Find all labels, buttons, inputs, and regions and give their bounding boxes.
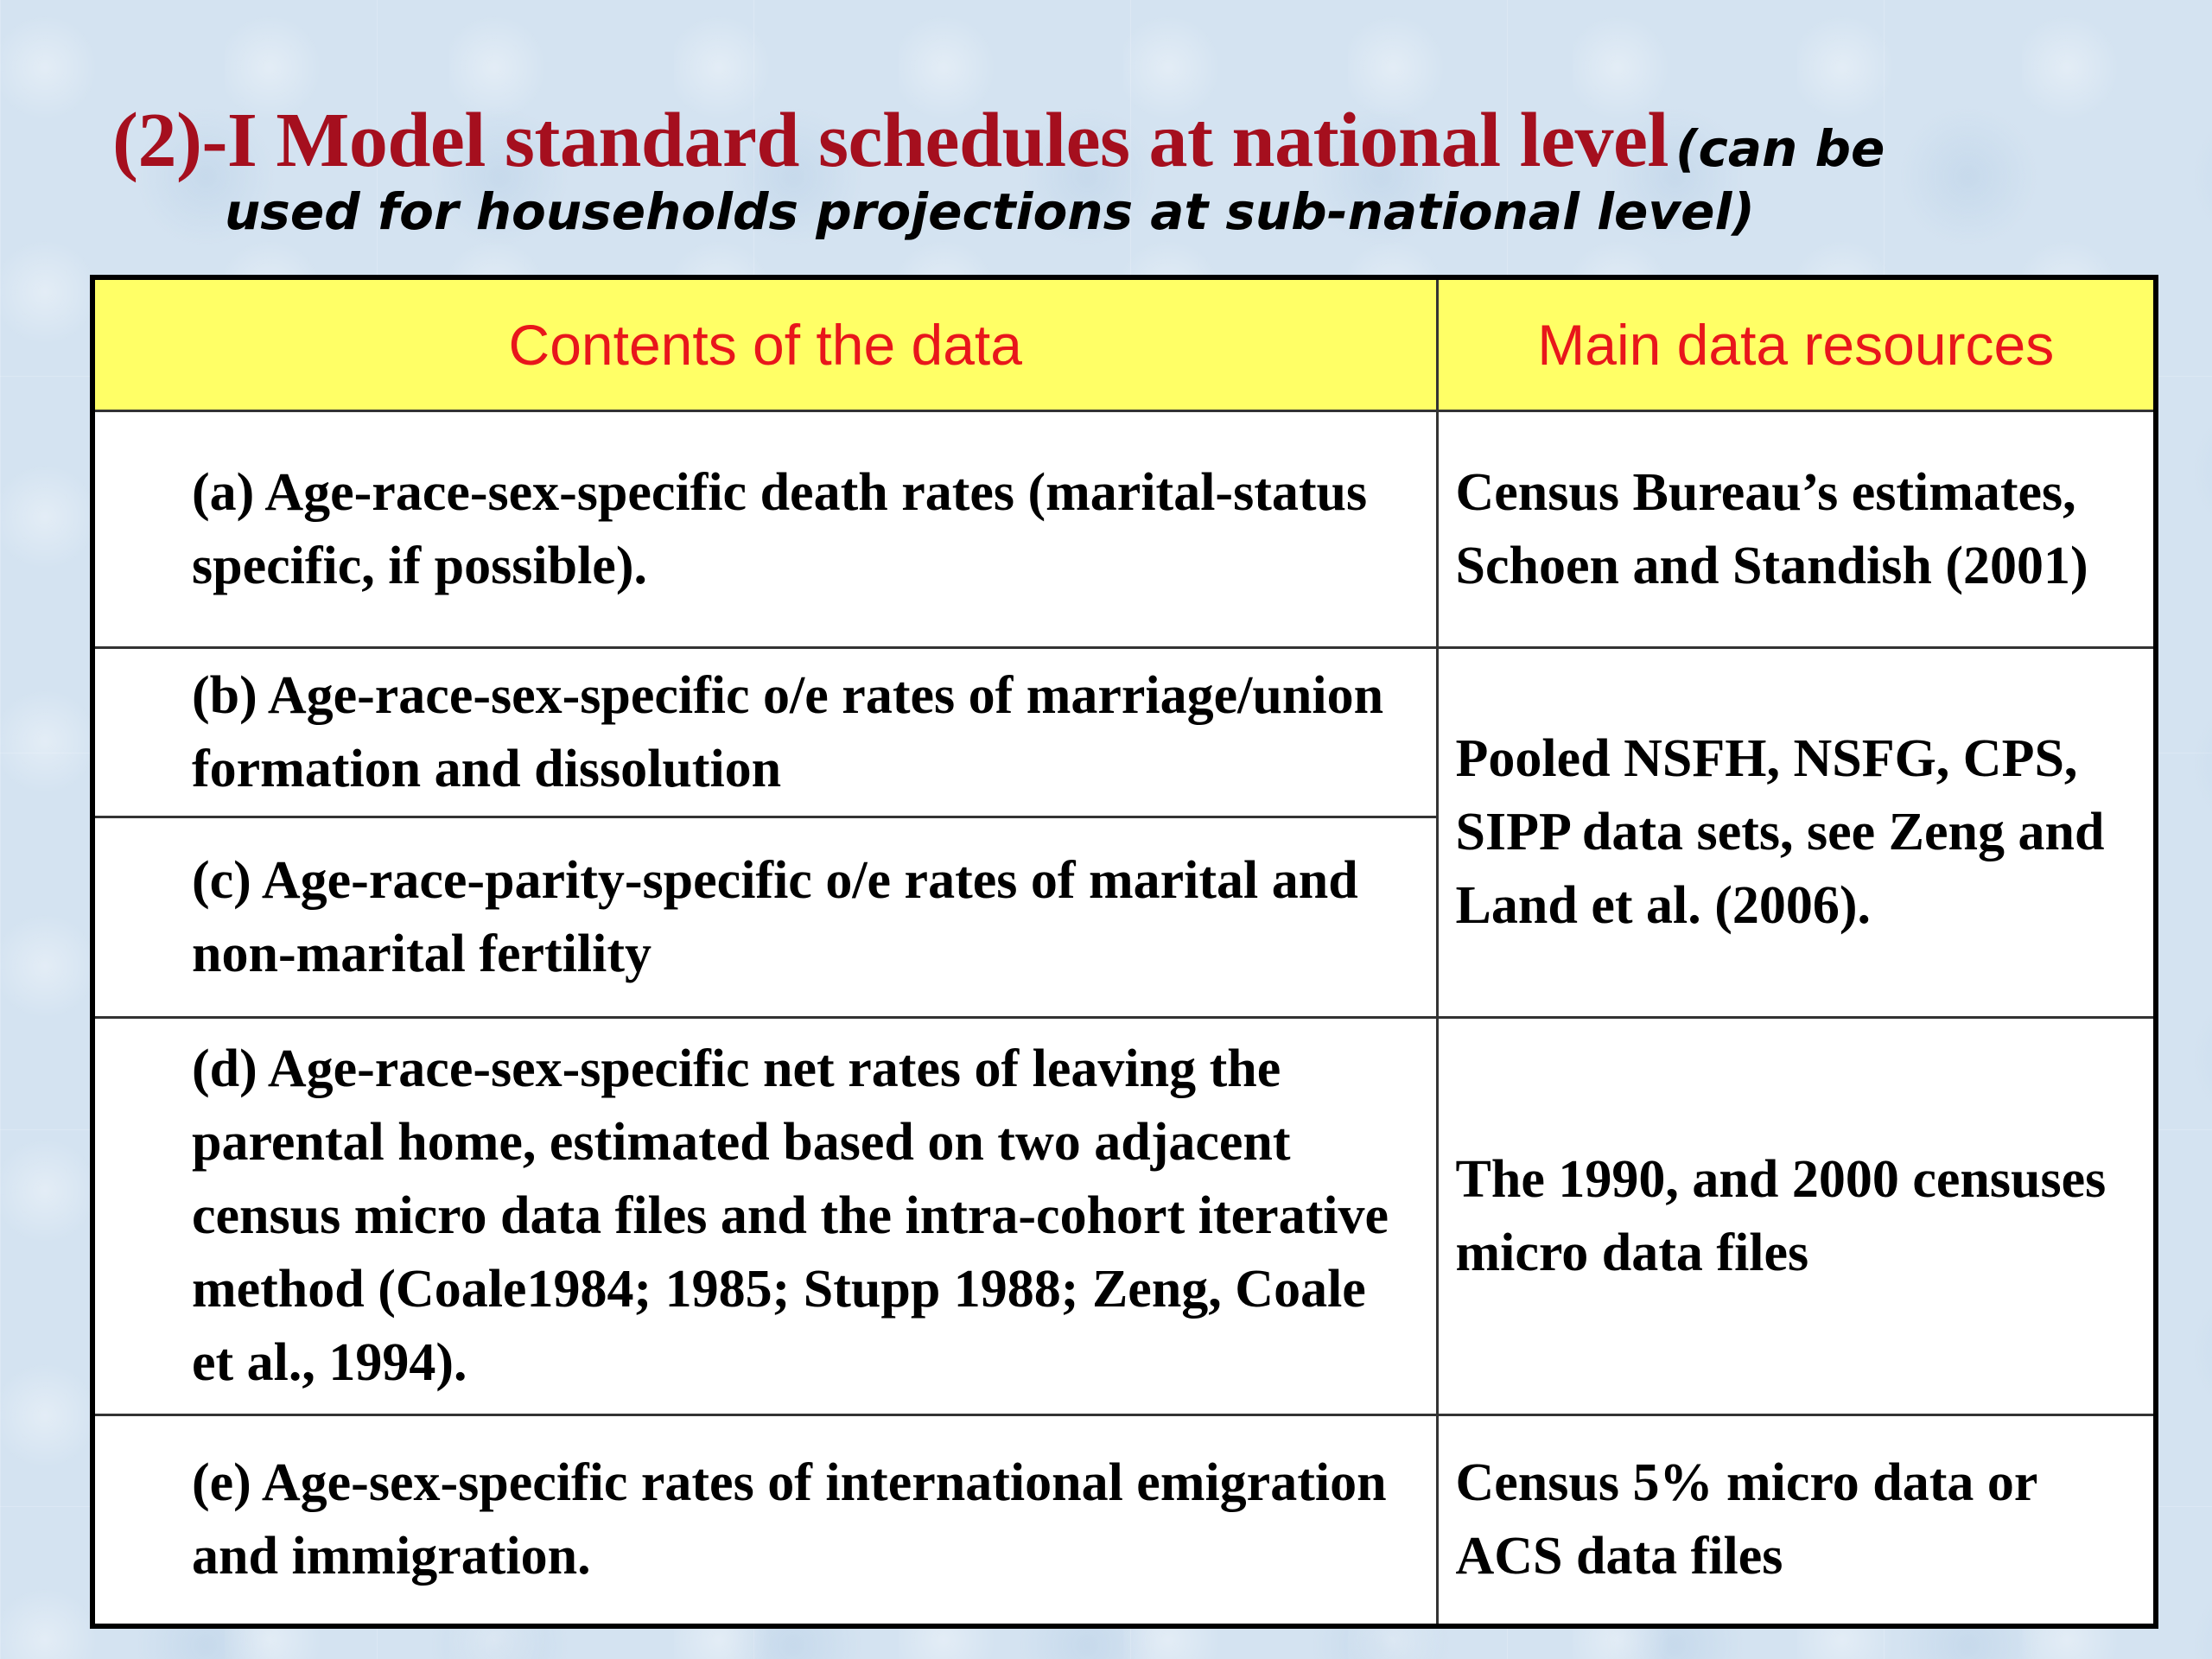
resource-cell-census-bureau: Census Bureau’s estimates, Schoen and Standish (2001) xyxy=(1437,411,2156,648)
resource-cell-pooled-surveys: Pooled NSFH, NSFG, CPS, SIPP data sets, see Zeng and Land et al. (2006). xyxy=(1437,648,2156,1018)
title-subtitle-part-1: (can be xyxy=(1675,119,1885,178)
title-main-text: (2)-I Model standard schedules at national level xyxy=(112,98,1669,183)
header-main-data-resources: Main data resources xyxy=(1437,277,2156,411)
table-row xyxy=(92,1415,2156,1626)
content-cell-death-rates: (a) Age-race-sex-specific death rates (marital-status specific, if possible). xyxy=(92,411,1437,648)
table-row xyxy=(92,1018,2156,1415)
table-header-row xyxy=(92,277,2156,411)
table-row xyxy=(92,411,2156,648)
content-cell-leaving-home: (d) Age-race-sex-specific net rates of leaving the parental home, estimated based on two adjacent census micro data files and the intra-cohort iterative method (Coale1984; 1985; Stupp 1988; Zeng, Coale et al., 1994). xyxy=(92,1018,1437,1415)
content-cell-marriage-union: (b) Age-race-sex-specific o/e rates of marriage/union formation and dissolution xyxy=(92,648,1437,817)
header-contents-of-data: Contents of the data xyxy=(92,277,1437,411)
content-cell-migration: (e) Age-sex-specific rates of international emigration and immigration. xyxy=(92,1415,1437,1626)
title-line-1 xyxy=(112,98,2126,183)
table-row xyxy=(92,648,2156,817)
resource-cell-census-acs: Census 5% micro data or ACS data files xyxy=(1437,1415,2156,1626)
resource-cell-census-micro-files: The 1990, and 2000 censuses micro data files xyxy=(1437,1018,2156,1415)
content-cell-fertility: (c) Age-race-parity-specific o/e rates of marital and non-marital fertility xyxy=(92,817,1437,1018)
slide-title xyxy=(112,98,2126,241)
title-subtitle-part-2: used for households projections at sub-national level) xyxy=(225,182,1755,241)
data-sources-table xyxy=(90,275,2158,1629)
